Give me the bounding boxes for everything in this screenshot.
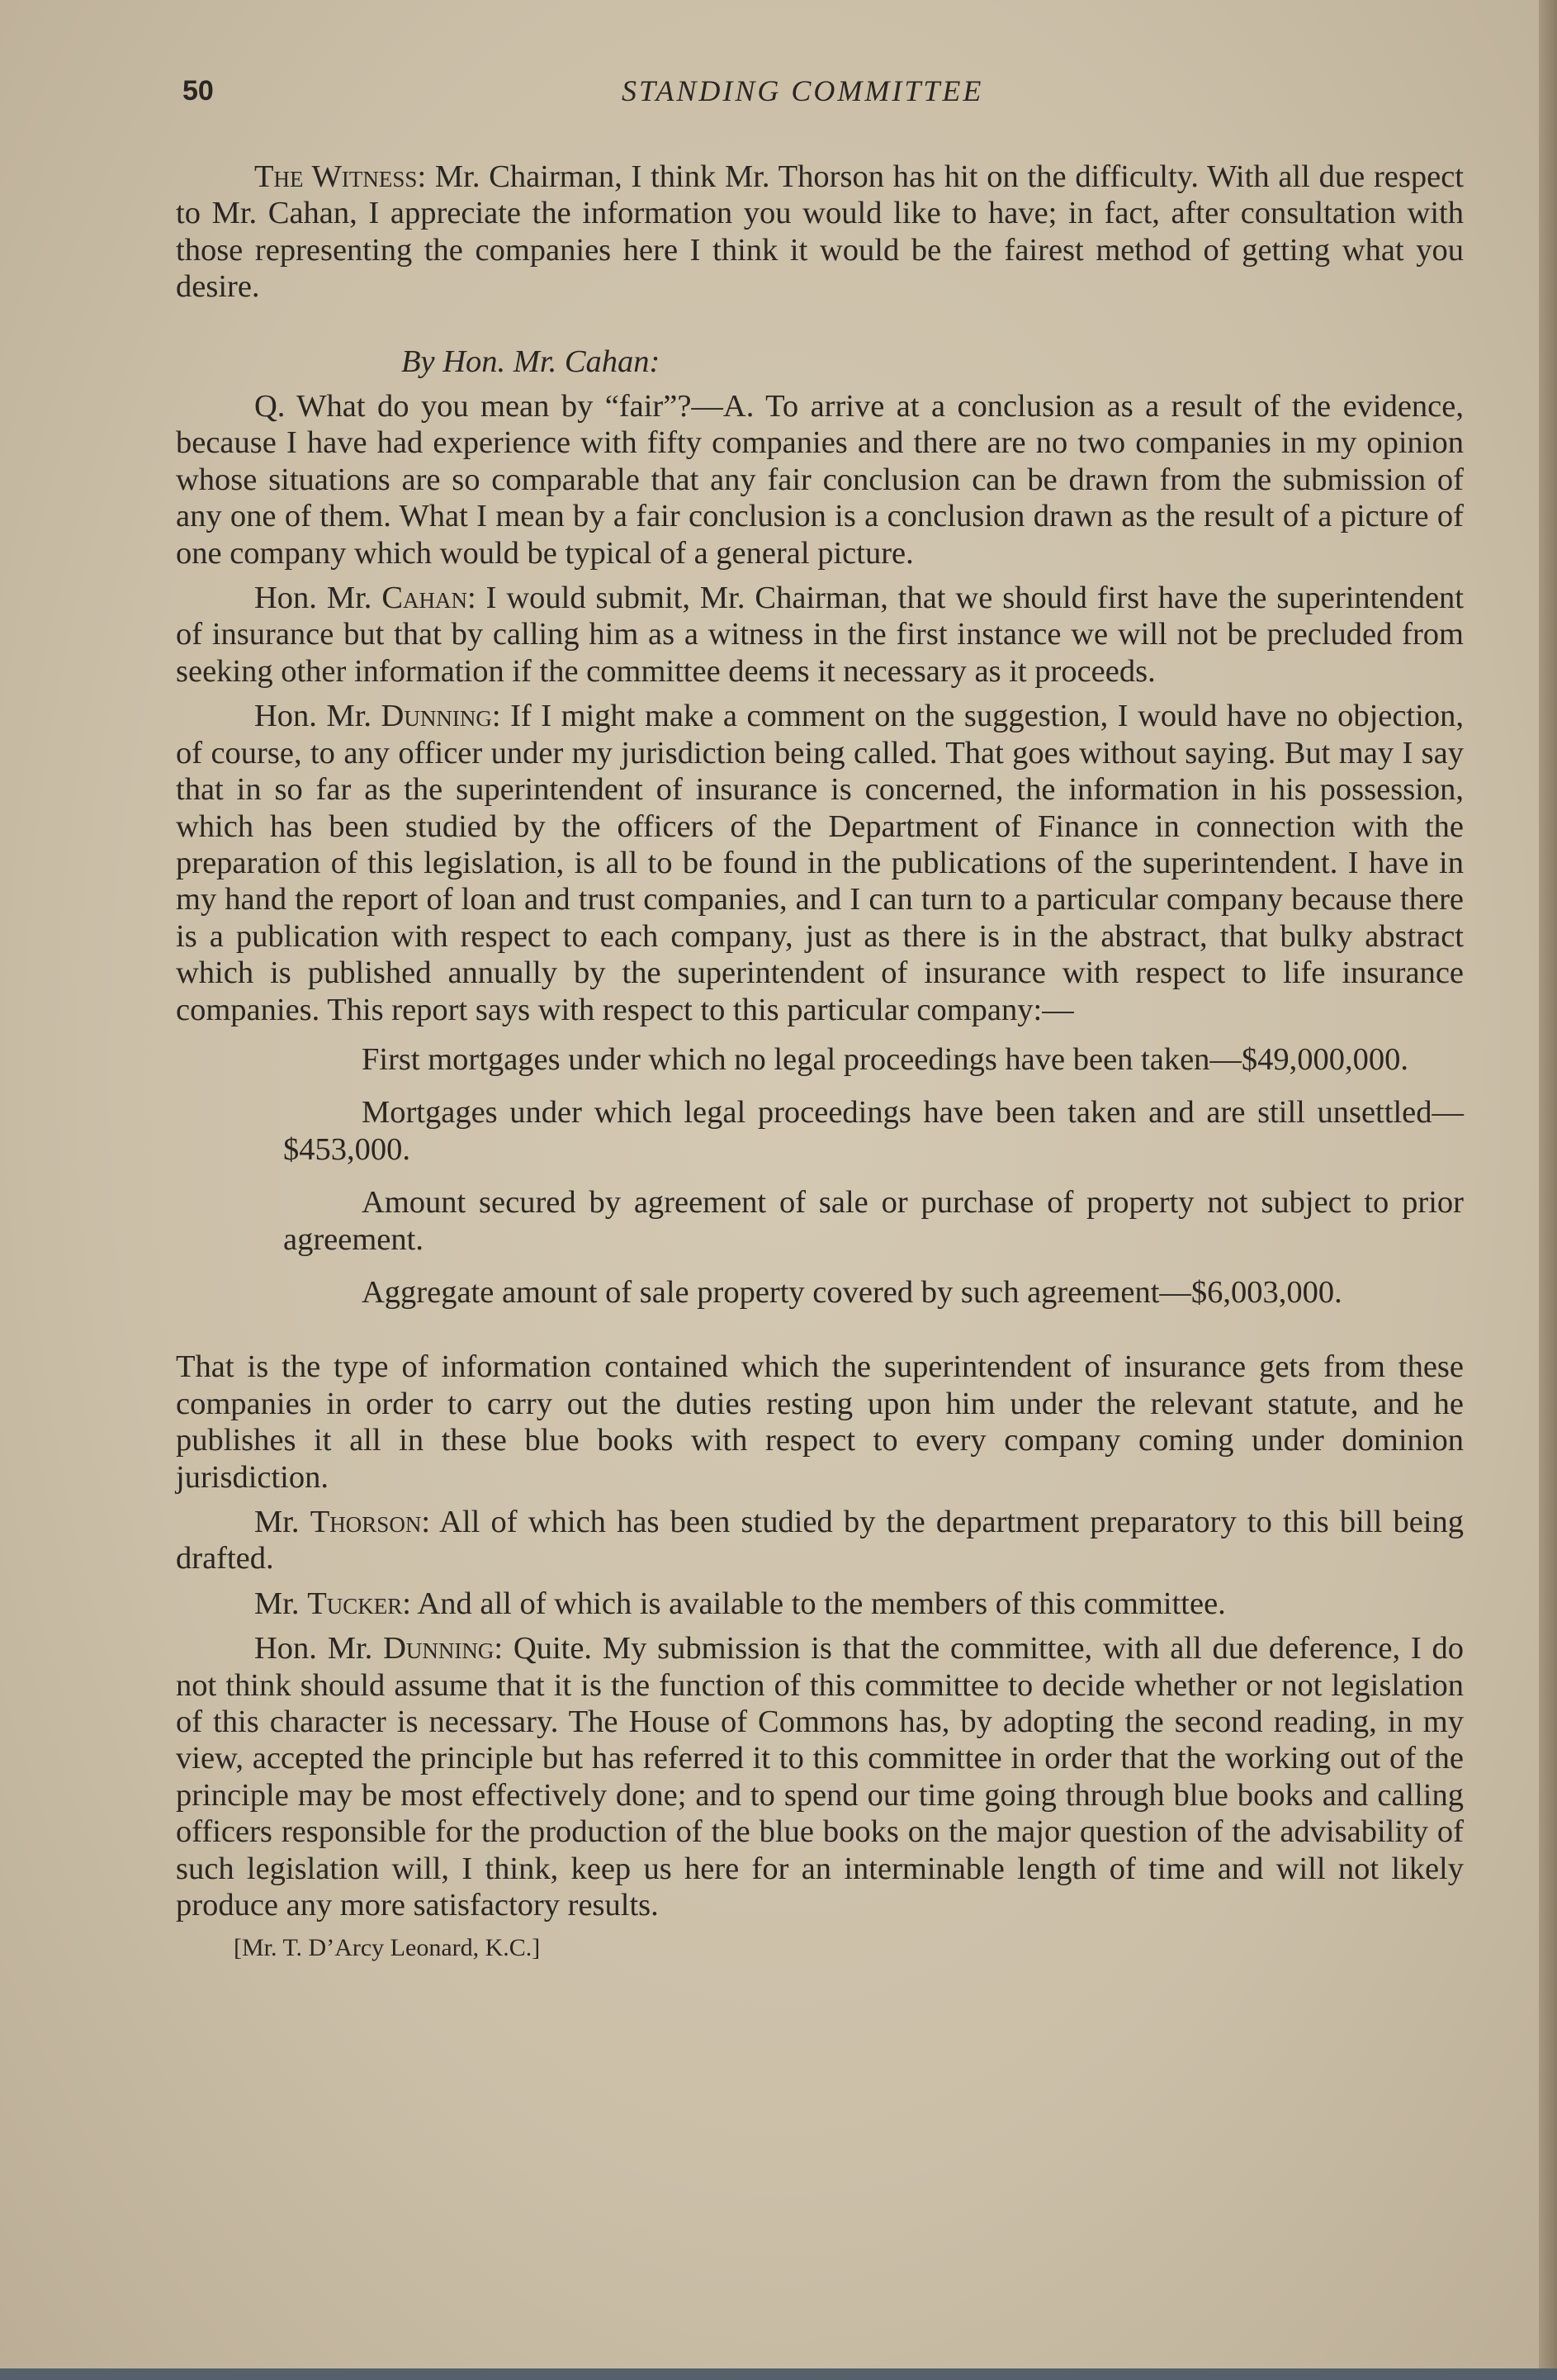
page-header xyxy=(176,68,1464,117)
speaker-name: Dunning xyxy=(381,699,492,734)
paragraph-text: Quite. My submission is that the committee, with all due deference, I do not think should assume that it is the function of this committee to decide whether or not legislation of this character is necessary. The House of Commons has, by adopting the second reading, in my view, accepted the principle but has referred it to this committee in order that the working out of the principle may be most effectively done; and to spend our time going through blue books and calling officers responsible for the production of the blue books on the major question of the advisability of such legislation will, I think, keep us here for an interminable length of time and will not likely produce any more satisfactory results. xyxy=(176,1631,1465,1923)
page-number: 50 xyxy=(182,75,214,107)
paragraph-text: If I might make a comment on the suggestion, I would have no objection, of course, to any officer under my jurisdiction being called. That goes without saying. But may I say that in so far as the superintendent of insurance is concerned, the information in his possession, which has been studied by the officers of the Department of Finance in connection with the preparation of this legislation, is all to be found in the publications of the superintendent. I have in my hand the report of loan and trust companies, and I can turn to a particular company because there is a publication with respect to each company, just as there is in the abstract, that bulky abstract which is published annually by the superintendent of insurance with respect to life insurance companies. This report says with respect to this particular company:— xyxy=(176,699,1464,1027)
quoted-report xyxy=(283,1041,1464,1311)
paragraph-text: And all of which is available to the members of this committee. xyxy=(417,1586,1226,1621)
speaker-name: Thorson xyxy=(310,1505,422,1539)
paragraph-dunning: Hon. Mr. Dunning: If I might make a comment on the suggestion, I would have no objection, of course, to any officer under my jurisdiction being called. That goes without saying. But may I say that in so far as the superintendent of insurance is concerned, the information in his possession, which has been studied by the officers of the Department of Finance in connection with the preparation of this legislation, is all to be found in the publications of the superintendent. I have in my hand the report of loan and trust companies, and I can turn to a particular company because there is a publication with respect to each company, just as there is in the abstract, that bulky abstract which is published annually by the superintendent of insurance with respect to life insurance companies. This report says with respect to this particular company:— xyxy=(176,699,1464,1027)
question-answer xyxy=(176,388,1464,571)
speaker-name: The Witness xyxy=(254,159,418,194)
speaker-prefix: Mr. xyxy=(254,1586,300,1621)
speaker-name: Tucker xyxy=(307,1586,403,1621)
quote-item: Amount secured by agreement of sale or purchase of property not subject to prior agreement. xyxy=(283,1185,1464,1257)
paragraph-text: Q. What do you mean by “fair”?—A. To arrive at a conclusion as a result of the evidence, because I have had experience with fifty companies and there are no two companies in my opinion whose situations are so comparable that any fair conclusion can be drawn from the submission of any one of them. What I mean by a fair conclusion is a conclusion drawn as the result of a picture of one company which would be typical of a general picture. xyxy=(176,389,1464,571)
paragraph-tucker: Mr. Tucker: And all of which is available to the members of this committee. xyxy=(254,1586,1226,1621)
paragraph-text: I would submit, Mr. Chairman, that we should first have the superintendent of insurance but that by calling him as a witness in the first instance we will not be precluded from seeking other information if the committee deems it necessary as it proceeds. xyxy=(176,581,1464,689)
paragraph-continuation: That is the type of information contained which the superintendent of insurance gets from these companies in order to carry out the duties resting upon him under the relevant statute, and he publishes it all in these blue books with respect to every company coming under dominion jurisdiction. xyxy=(176,1349,1464,1495)
speaker-name: Dunning xyxy=(383,1631,495,1666)
speaker-prefix: Mr. xyxy=(254,1505,300,1539)
quote-item: First mortgages under which no legal proceedings have been taken—$49,000,000. xyxy=(362,1041,1409,1077)
speaker-prefix: Hon. Mr. xyxy=(254,699,372,734)
page-content xyxy=(176,68,1464,1963)
paragraph-cahan: Hon. Mr. Cahan: I would submit, Mr. Chairman, that we should first have the superintendent of insurance but that by calling him as a witness in the first instance we will not be precluded from seeking other information if the committee deems it necessary as it proceeds. xyxy=(176,581,1464,689)
examination-byline: By Hon. Mr. Cahan: xyxy=(401,344,660,379)
witness-footnote: [Mr. T. D’Arcy Leonard, K.C.] xyxy=(234,1934,541,1962)
speaker-prefix: Hon. Mr. xyxy=(254,1631,373,1666)
running-head: STANDING COMMITTEE xyxy=(622,74,984,107)
paragraph-dunning-2: Hon. Mr. Dunning: Quite. My submission is that the committee, with all due deference, I do not think should assume that it is the function of this committee to decide whether or not legislation of this character is necessary. The House of Commons has, by adopting the second reading, in my view, accepted the principle but has referred it to this committee in order that the working out of the principle may be most effectively done; and to spend our time going through blue books and calling officers responsible for the production of the blue books on the major question of the advisability of such legislation will, I think, keep us here for an interminable length of time and will not likely produce any more satisfactory results. xyxy=(176,1631,1465,1923)
paragraph-text: All of which has been studied by the department preparatory to this bill being drafted. xyxy=(176,1505,1465,1576)
quote-item: Aggregate amount of sale property covered by such agreement—$6,003,000. xyxy=(362,1274,1342,1310)
paragraph-text: Mr. Chairman, I think Mr. Thorson has hit on the difficulty. With all due respect to Mr. Cahan, I appreciate the information you would like to have; in fact, after consultation with those representing the companies here I think it would be the fairest method of getting what you desire. xyxy=(176,159,1464,305)
paragraph-witness: The Witness: Mr. Chairman, I think Mr. Thorson has hit on the difficulty. With all due respect to Mr. Cahan, I appreciate the information you would like to have; in fact, after consultation with those representing the companies here I think it would be the fairest method of getting what you desire. xyxy=(176,159,1464,305)
speaker-prefix: Hon. Mr. xyxy=(254,581,372,616)
quote-item: Mortgages under which legal proceedings have been taken and are still unsettled—$453,000. xyxy=(283,1095,1464,1167)
page-edge-right xyxy=(1539,0,1557,2380)
speaker-name: Cahan xyxy=(381,581,468,616)
page-edge-bottom xyxy=(0,2368,1557,2380)
paragraph-thorson: Mr. Thorson: All of which has been studied by the department preparatory to this bill being drafted. xyxy=(176,1505,1465,1576)
